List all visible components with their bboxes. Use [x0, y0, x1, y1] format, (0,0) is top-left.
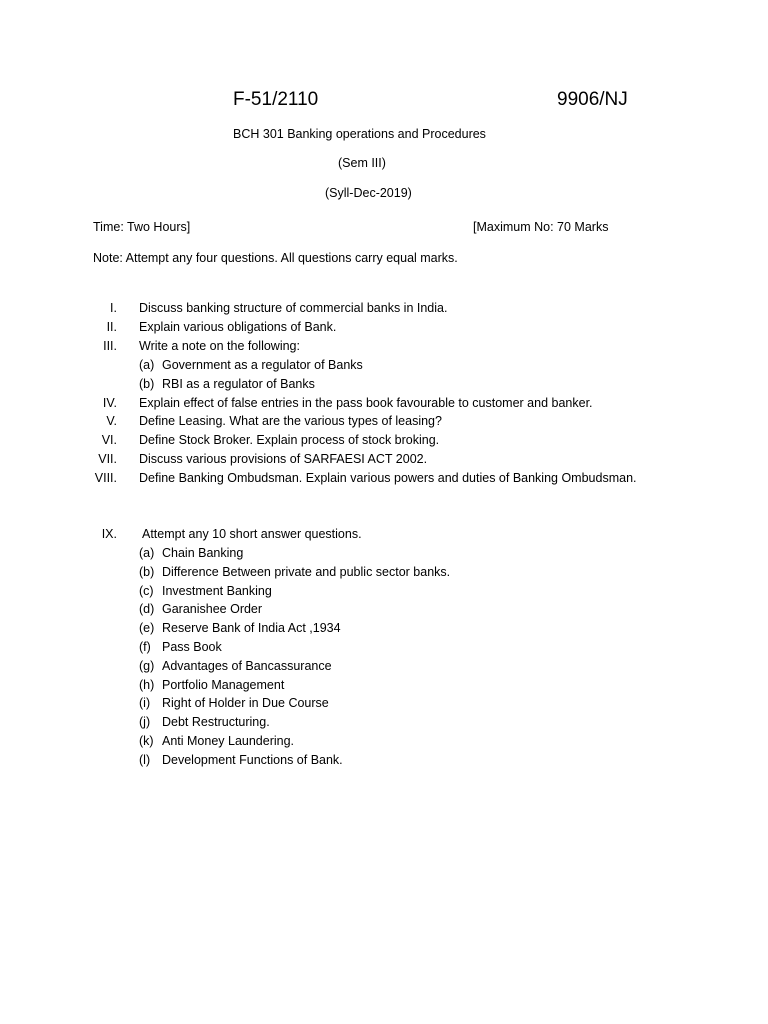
subpart-text: Portfolio Management — [162, 677, 285, 692]
subpart-text: Right of Holder in Due Course — [162, 696, 329, 711]
subpart-letter: (e) — [139, 621, 155, 636]
syllabus-label: (Syll-Dec-2019) — [325, 186, 412, 200]
question-text: Define Stock Broker. Explain process of stock broking. — [139, 433, 440, 447]
subpart-letter: (a) — [139, 358, 155, 372]
question-text: Define Leasing. What are the various types of leasing? — [139, 414, 442, 428]
subpart-letter: (h) — [139, 677, 155, 692]
question-text: Explain effect of false entries in the pass book favourable to customer and banker. — [139, 396, 593, 410]
question-text: Attempt any 10 short answer questions. — [142, 527, 362, 541]
subpart-text: Difference Between private and public sector banks. — [162, 564, 451, 579]
time-label: Time: Two Hours] — [93, 220, 191, 234]
subpart-text: Pass Book — [162, 640, 222, 654]
subpart-letter: (j) — [139, 715, 151, 730]
question-number: IX. — [101, 527, 117, 541]
subpart-text: Investment Banking — [162, 583, 272, 598]
subpart-letter: (b) — [139, 564, 155, 579]
semester-label: (Sem III) — [338, 156, 386, 170]
question-text: Define Banking Ombudsman. Explain various powers and duties of Banking Ombudsman. — [139, 471, 637, 485]
paper-code: F-51/2110 — [233, 89, 319, 110]
question-text: Explain various obligations of Bank. — [139, 320, 337, 334]
exam-code: 9906/NJ — [557, 89, 628, 110]
subpart-text: Development Functions of Bank. — [162, 752, 343, 767]
question-number: V. — [106, 414, 117, 428]
subject-title: BCH 301 Banking operations and Procedures — [233, 127, 486, 141]
subpart-text: Debt Restructuring. — [162, 715, 270, 730]
subpart-text: Reserve Bank of India Act ,1934 — [162, 621, 341, 636]
subpart-letter: (k) — [139, 734, 154, 748]
question-number: II. — [106, 320, 117, 334]
instructions-note: Note: Attempt any four questions. All questions carry equal marks. — [93, 251, 458, 265]
subpart-letter: (i) — [139, 696, 151, 711]
subpart-text: Advantages of Bancassurance — [162, 658, 332, 673]
subpart-letter: (l) — [139, 752, 151, 767]
question-number: VIII. — [94, 471, 117, 485]
subpart-letter: (f) — [139, 640, 151, 654]
subpart-text: Anti Money Laundering. — [162, 734, 295, 748]
question-text: Discuss banking structure of commercial banks in India. — [139, 301, 448, 315]
subpart-letter: (b) — [139, 377, 155, 391]
question-number: III. — [103, 339, 117, 353]
subpart-text: Garanishee Order — [162, 602, 263, 617]
subpart-letter: (c) — [139, 583, 154, 598]
question-number: IV. — [102, 396, 117, 410]
subpart-text: Chain Banking — [162, 546, 244, 560]
question-number: I. — [110, 301, 117, 315]
subpart-text: RBI as a regulator of Banks — [162, 377, 315, 391]
question-text: Write a note on the following: — [139, 339, 300, 353]
subpart-text: Government as a regulator of Banks — [162, 358, 363, 372]
subpart-letter: (d) — [139, 602, 155, 617]
question-number: VI. — [101, 433, 117, 447]
question-number: VII. — [98, 452, 117, 466]
max-marks-label: [Maximum No: 70 Marks — [473, 220, 609, 234]
subpart-letter: (g) — [139, 658, 155, 673]
subpart-letter: (a) — [139, 546, 155, 560]
question-text: Discuss various provisions of SARFAESI ACT 2002. — [139, 452, 428, 466]
